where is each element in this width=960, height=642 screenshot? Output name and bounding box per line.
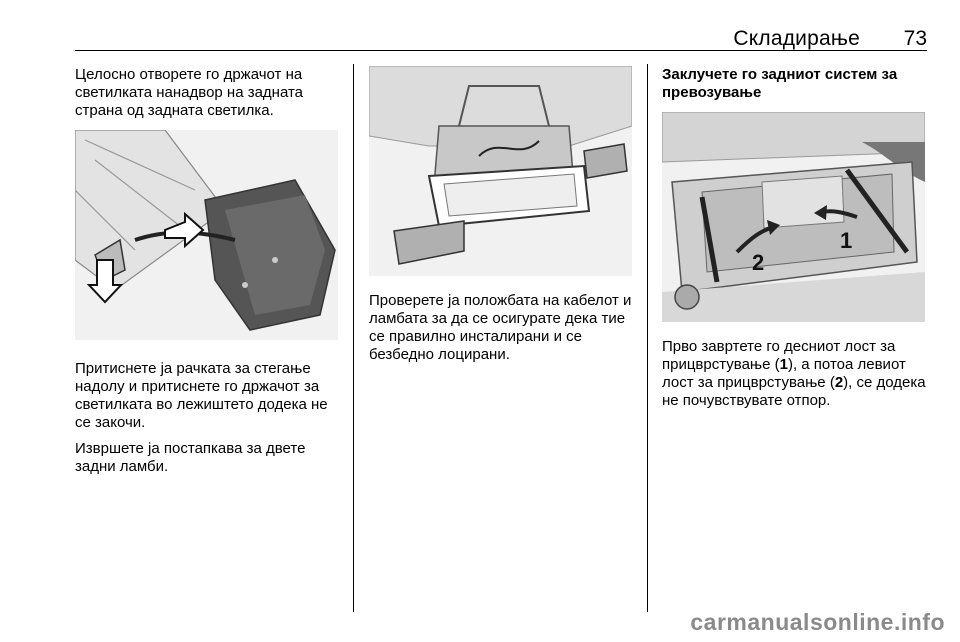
callout-1: 1 bbox=[840, 228, 853, 253]
column-divider-1 bbox=[353, 64, 354, 612]
figure-locking-levers bbox=[662, 112, 925, 322]
callout-2: 2 bbox=[752, 250, 765, 275]
page-number: 73 bbox=[903, 27, 927, 50]
column-divider-2 bbox=[647, 64, 648, 612]
paragraph-check-cable: Проверете ја положбата на кабелот и ламбата за да се осигурате дека тие се правилно инсталирани и се безбедно лоцирани. bbox=[369, 292, 632, 363]
figure-lamp-holder bbox=[75, 130, 338, 340]
paragraph-turn-levers: Прво завртете го десниот лост за прицврстување (1), а потоа левиот лост за прицврстување (2), се додека не почувствувате отпор. bbox=[662, 338, 926, 409]
reference-1: 1 bbox=[779, 356, 788, 373]
page-title: Складирање bbox=[733, 27, 860, 50]
column-1-steps bbox=[75, 360, 343, 484]
section-heading: Заклучете го задниот систем за превозување bbox=[662, 66, 898, 101]
paragraph-repeat-both: Извршете ја постапкава за двете задни ламби. bbox=[75, 440, 306, 475]
column-1-intro bbox=[75, 66, 343, 128]
watermark: carmanualsonline.info bbox=[690, 609, 945, 635]
column-2-text bbox=[369, 292, 637, 372]
paragraph-press-lever: Притиснете ја рачката за стегање надолу и притиснете го држачот за светилката во лежиштето додека не се закочи. bbox=[75, 360, 328, 431]
paragraph-open-holder: Целосно отворете го држачот на светилката нанадвор на задната страна од задната светилка. bbox=[75, 66, 304, 119]
header-rule bbox=[75, 50, 927, 51]
column-3-text bbox=[662, 338, 930, 418]
column-3-heading bbox=[662, 66, 930, 102]
figure-lamp-check bbox=[369, 66, 632, 276]
reference-2: 2 bbox=[834, 374, 844, 391]
